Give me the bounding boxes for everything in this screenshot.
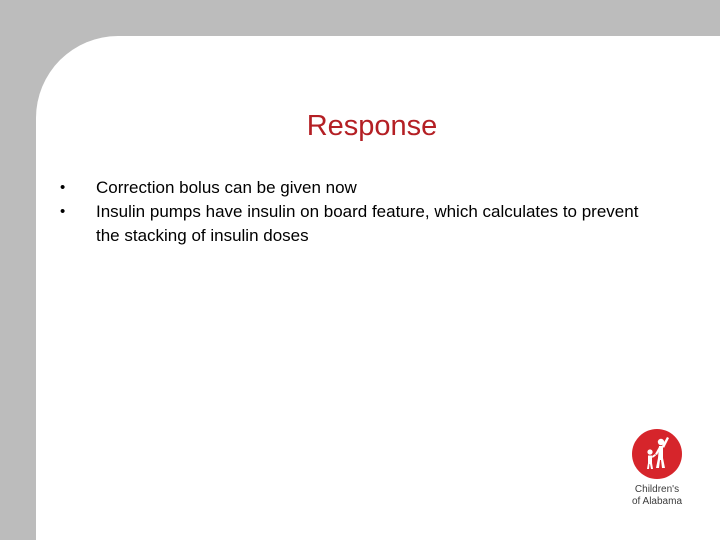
logo-text-line-1: Children's [634, 484, 680, 495]
bullet-text: Correction bolus can be given now [96, 178, 357, 197]
slide-title: Response [306, 110, 438, 142]
children-figures-icon [622, 428, 692, 484]
childrens-of-alabama-logo [622, 428, 692, 516]
bullet-text: Insulin pumps have insulin on board feature, which calculates to prevent the stacking of insulin doses [96, 202, 639, 245]
bullet-list [60, 176, 660, 248]
bullet-item [60, 176, 660, 200]
bullet-marker: • [60, 203, 66, 220]
bullet-item [60, 200, 660, 248]
bullet-marker: • [60, 179, 66, 196]
logo-text-line-2: of Alabama [631, 496, 683, 507]
